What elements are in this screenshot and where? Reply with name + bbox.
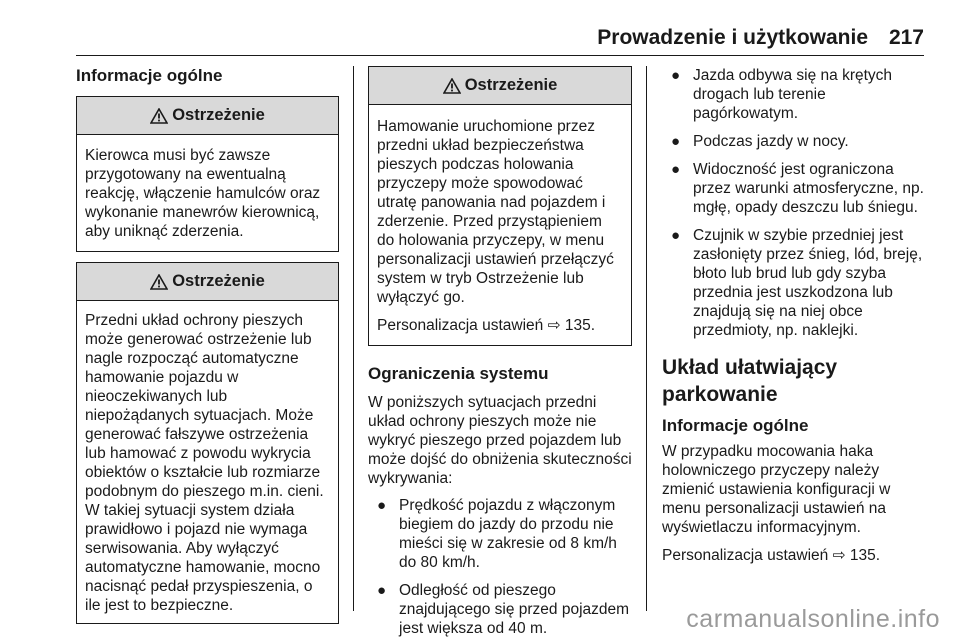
limits-list-continued bbox=[662, 66, 926, 340]
subsection-title-general-info: Informacje ogólne bbox=[662, 416, 809, 435]
warning-box-1 bbox=[76, 96, 339, 252]
list-item: ● Jazda odbywa się na krętych drogach lub terenie pagórkowatym. bbox=[671, 67, 893, 122]
section-title-limits: Ograniczenia systemu bbox=[368, 364, 549, 383]
warning-header bbox=[77, 263, 338, 301]
warning-body bbox=[77, 301, 338, 623]
watermark: carmanualsonline.info bbox=[686, 605, 940, 633]
warning-text: Hamowanie uruchomione przez przedni układ bezpieczeństwa pieszych podczas holowania przyczepy może spowodować utratę panowania nad pojazdem i zderzenie. Przed przystąpieniem do holowania przyczepy, w menu personalizacji ustawień przełączyć system w tryb Ostrzeżenie lub wyłączyć go. bbox=[377, 118, 614, 306]
warning-box-3 bbox=[368, 66, 632, 346]
column-2 bbox=[368, 66, 632, 638]
bullet-icon: ● bbox=[671, 133, 681, 150]
bullet-icon: ● bbox=[671, 161, 681, 178]
reference-label: Personalizacja ustawień bbox=[662, 547, 829, 564]
bullet-icon: ● bbox=[671, 67, 681, 84]
warning-box-2 bbox=[76, 262, 339, 624]
limits-intro: W poniższych sytuacjach przedni układ ochrony pieszych może nie wykryć pieszego przed pojazdem lub może dojść do obniżenia skuteczności wykrywania: bbox=[368, 394, 632, 487]
warning-triangle-icon bbox=[150, 274, 168, 290]
reference-label: Personalizacja ustawień bbox=[377, 317, 544, 334]
warning-header bbox=[369, 67, 631, 105]
warning-text: Kierowca musi być zawsze przygotowany na ewentualną reakcję, włączenie hamulców oraz wykonanie manewrów kierownicą, aby uniknąć zderzenia. bbox=[85, 147, 321, 240]
warning-title: Ostrzeżenie bbox=[172, 272, 265, 290]
bullet-icon: ● bbox=[377, 497, 387, 514]
warning-text: Przedni układ ochrony pieszych może generować ostrzeżenie lub nagle rozpocząć automatyczne hamowanie pojazdu w nieoczekiwanych lub niepożądanych sytuacjach. Może generować fałszywe ostrzeżenia lub hamować z powodu wykrycia obiektów o kształcie lub rozmiarze podobnym do pieszego m.in. cieni. W takiej sytuacji system działa prawidłowo i pojazd nie wymaga serwisowania. Aby wyłączyć automatyczne hamowanie, mocno nacisnąć pedał przyspieszenia, o ile jest to bezpieczne. bbox=[85, 312, 324, 614]
header-title: Prowadzenie i użytkowanie bbox=[597, 26, 868, 49]
section-title-parking: Układ ułatwiający parkowanie bbox=[662, 356, 838, 406]
column-divider-2 bbox=[646, 66, 647, 611]
list-item: ● Widoczność jest ograniczona przez warunki atmosferyczne, np. mgłę, opady deszczu lub śniegu. bbox=[671, 161, 924, 216]
column-divider-1 bbox=[353, 66, 354, 611]
bullet-icon: ● bbox=[377, 582, 387, 599]
warning-title: Ostrzeżenie bbox=[464, 76, 558, 94]
list-item: ● Odległość od pieszego znajdującego się przed pojazdem jest większa od 40 m. bbox=[377, 582, 630, 637]
column-1 bbox=[76, 66, 339, 624]
page-number: 217 bbox=[888, 26, 924, 49]
bullet-icon: ● bbox=[671, 227, 681, 244]
parking-text: W przypadku mocowania haka holowniczego przyczepy należy zmienić ustawienia konfiguracji w menu personalizacji ustawień na wyświetlaczu informacyjnym. bbox=[662, 443, 891, 536]
reference-page: 135. bbox=[564, 317, 596, 334]
warning-body bbox=[369, 105, 631, 345]
warning-header bbox=[77, 97, 338, 135]
cross-reference bbox=[377, 316, 623, 335]
list-item: ● Czujnik w szybie przedniej jest zasłonięty przez śnieg, lód, breję, błoto lub brud lub gdy szyba przednia jest uszkodzona lub znajdują się na niej obce przedmioty, np. naklejki. bbox=[671, 227, 923, 339]
section-title-general-info: Informacje ogólne bbox=[76, 66, 223, 85]
warning-title: Ostrzeżenie bbox=[172, 106, 265, 124]
page-arrow-icon: ⇨ bbox=[547, 317, 561, 334]
column-3 bbox=[662, 66, 926, 565]
list-item: ● Prędkość pojazdu z włączonym biegiem do jazdy do przodu nie mieści się w zakresie od 8 km/h do 80 km/h. bbox=[377, 497, 617, 571]
reference-page: 135. bbox=[849, 547, 881, 564]
list-item: ● Podczas jazdy w nocy. bbox=[671, 133, 849, 150]
warning-triangle-icon bbox=[443, 78, 461, 94]
warning-body bbox=[77, 135, 338, 251]
warning-triangle-icon bbox=[150, 108, 168, 124]
header-rule bbox=[76, 55, 924, 56]
page-arrow-icon: ⇨ bbox=[832, 547, 846, 564]
cross-reference bbox=[662, 546, 926, 565]
limits-list bbox=[368, 496, 632, 638]
